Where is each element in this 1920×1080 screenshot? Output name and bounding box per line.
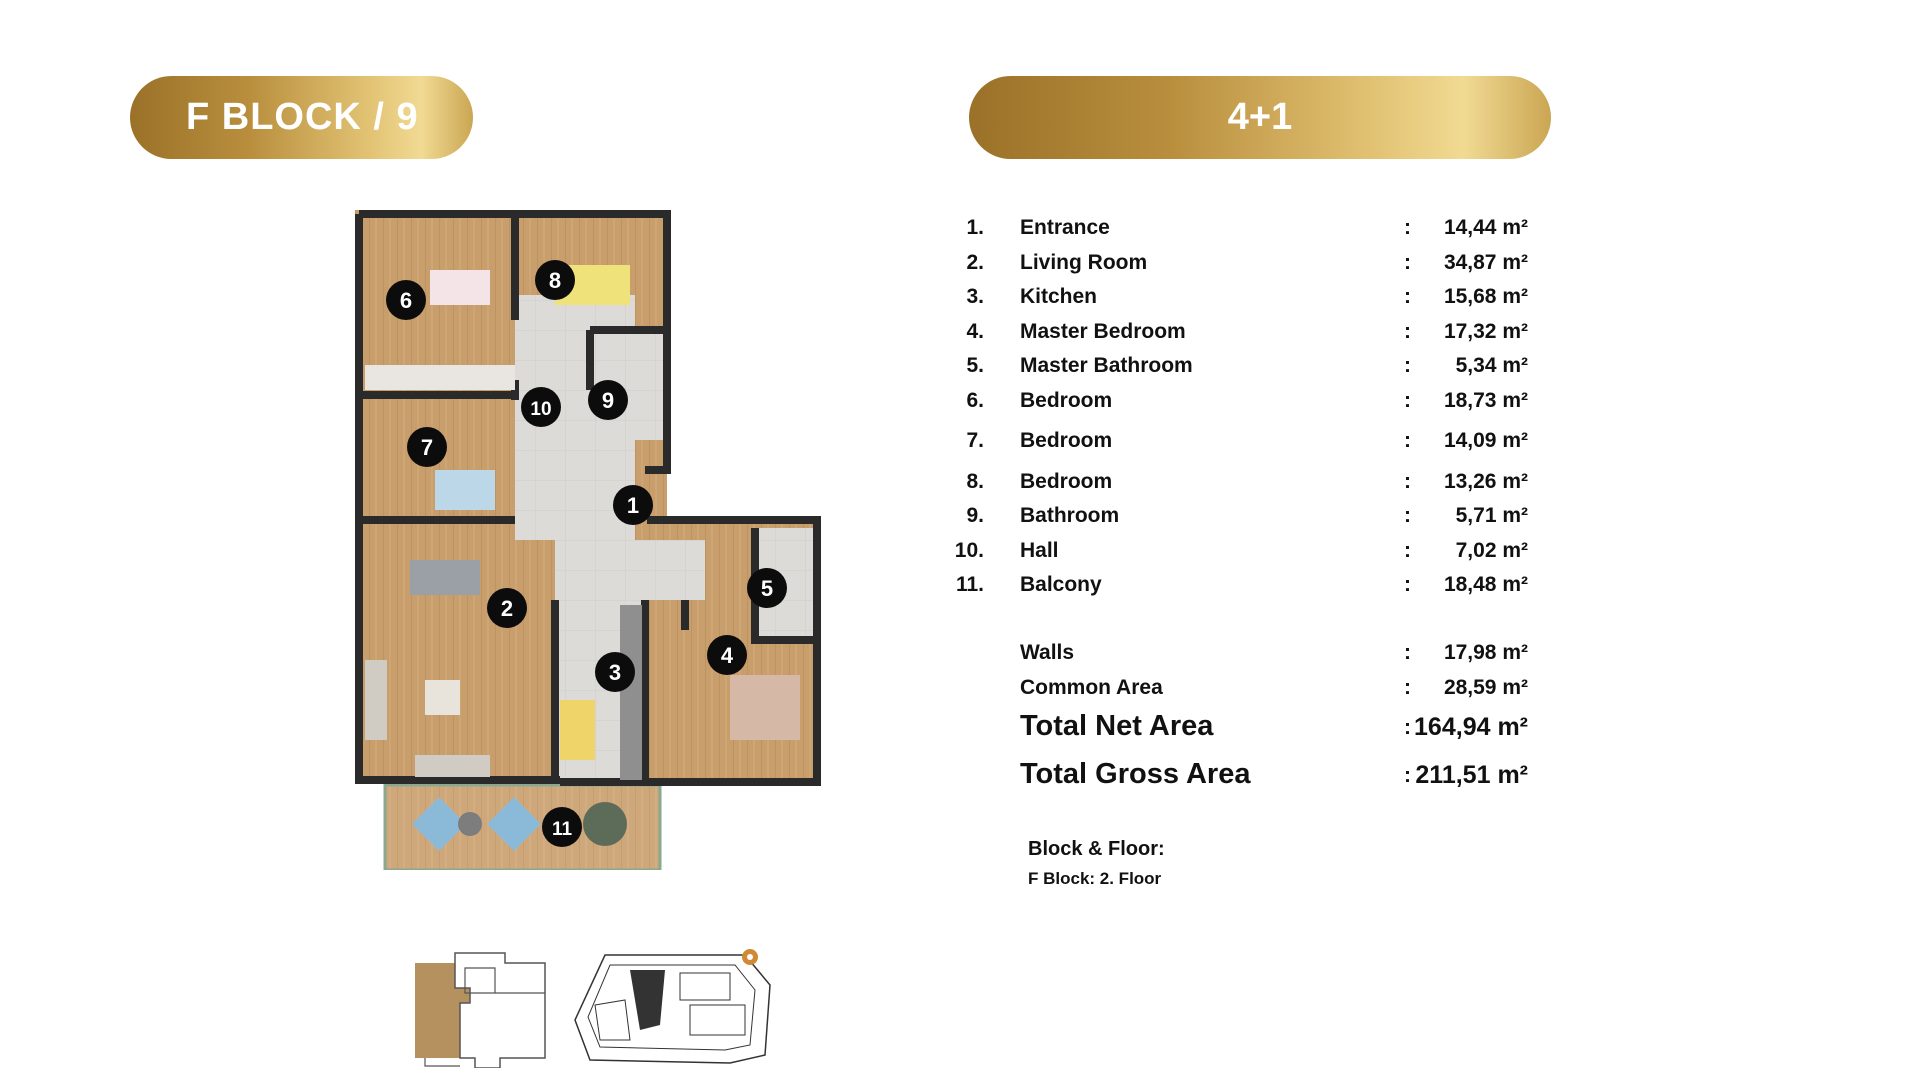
svg-text:11: 11 <box>551 819 573 840</box>
plan-badge-3 <box>595 652 635 692</box>
room-row: 7. Bedroom : 14,09 m² <box>966 429 1528 452</box>
plan-badge-5 <box>747 568 787 608</box>
room-row: 6. Bedroom : 18,73 m² <box>966 388 1528 412</box>
room-row: 4. Master Bedroom : 17,32 m² <box>966 319 1528 343</box>
floor-plan-drawing <box>355 210 825 870</box>
plan-badge-4 <box>707 635 747 675</box>
block-floor-value: F Block: 2. Floor <box>1028 869 1162 888</box>
room-row: 8. Bedroom : 13,26 m² <box>966 469 1528 493</box>
svg-text:9: 9 <box>601 388 615 413</box>
room-row: 5. Master Bathroom : 5,34 m² <box>966 354 1528 377</box>
svg-text:7: 7 <box>420 435 434 460</box>
area-table <box>954 216 1568 608</box>
floor-plan <box>355 210 825 870</box>
unit-type-banner <box>969 76 1551 159</box>
svg-text:3: 3 <box>608 660 622 685</box>
room-row: 10. Hall : 7,02 m² <box>954 538 1528 562</box>
plan-badge-2 <box>487 588 527 628</box>
svg-text:6: 6 <box>399 288 413 313</box>
room-row: 2. Living Room : 34,87 m² <box>966 250 1528 274</box>
plan-badge-10 <box>521 387 561 427</box>
walls-row: Walls : 17,98 m² <box>1020 641 1528 664</box>
area-summary <box>968 641 1568 806</box>
plan-badge-7 <box>407 427 447 467</box>
room-row: 9. Bathroom : 5,71 m² <box>966 504 1528 527</box>
plan-badge-1 <box>613 485 653 525</box>
room-row: 3. Kitchen : 15,68 m² <box>966 285 1528 308</box>
svg-text:2: 2 <box>500 596 514 621</box>
unit-key-plan <box>410 948 560 1068</box>
svg-text:10: 10 <box>530 399 552 420</box>
plan-badge-6 <box>386 280 426 320</box>
plan-badge-8 <box>535 260 575 300</box>
room-row: 1. Entrance : 14,44 m² <box>966 216 1528 239</box>
svg-text:1: 1 <box>626 493 640 518</box>
block-floor-label: Block & Floor: <box>1028 838 1165 860</box>
room-row: 11. Balcony : 18,48 m² <box>955 573 1528 596</box>
site-key-plan <box>570 945 780 1070</box>
unit-type: 4+1 <box>1227 96 1293 138</box>
block-label: F BLOCK / 9 <box>186 96 419 138</box>
svg-text:5: 5 <box>760 576 774 601</box>
total-gross-area-row: Total Gross Area : 211,51 m² <box>1020 758 1528 790</box>
plan-badge-11 <box>542 807 582 847</box>
plan-badge-9 <box>588 380 628 420</box>
svg-text:4: 4 <box>720 643 734 668</box>
block-floor-info <box>1028 838 1165 889</box>
svg-text:8: 8 <box>548 268 562 293</box>
common-area-row: Common Area : 28,59 m² <box>1020 675 1528 699</box>
block-label-banner <box>130 76 473 159</box>
total-net-area-row: Total Net Area : 164,94 m² <box>1020 710 1528 742</box>
